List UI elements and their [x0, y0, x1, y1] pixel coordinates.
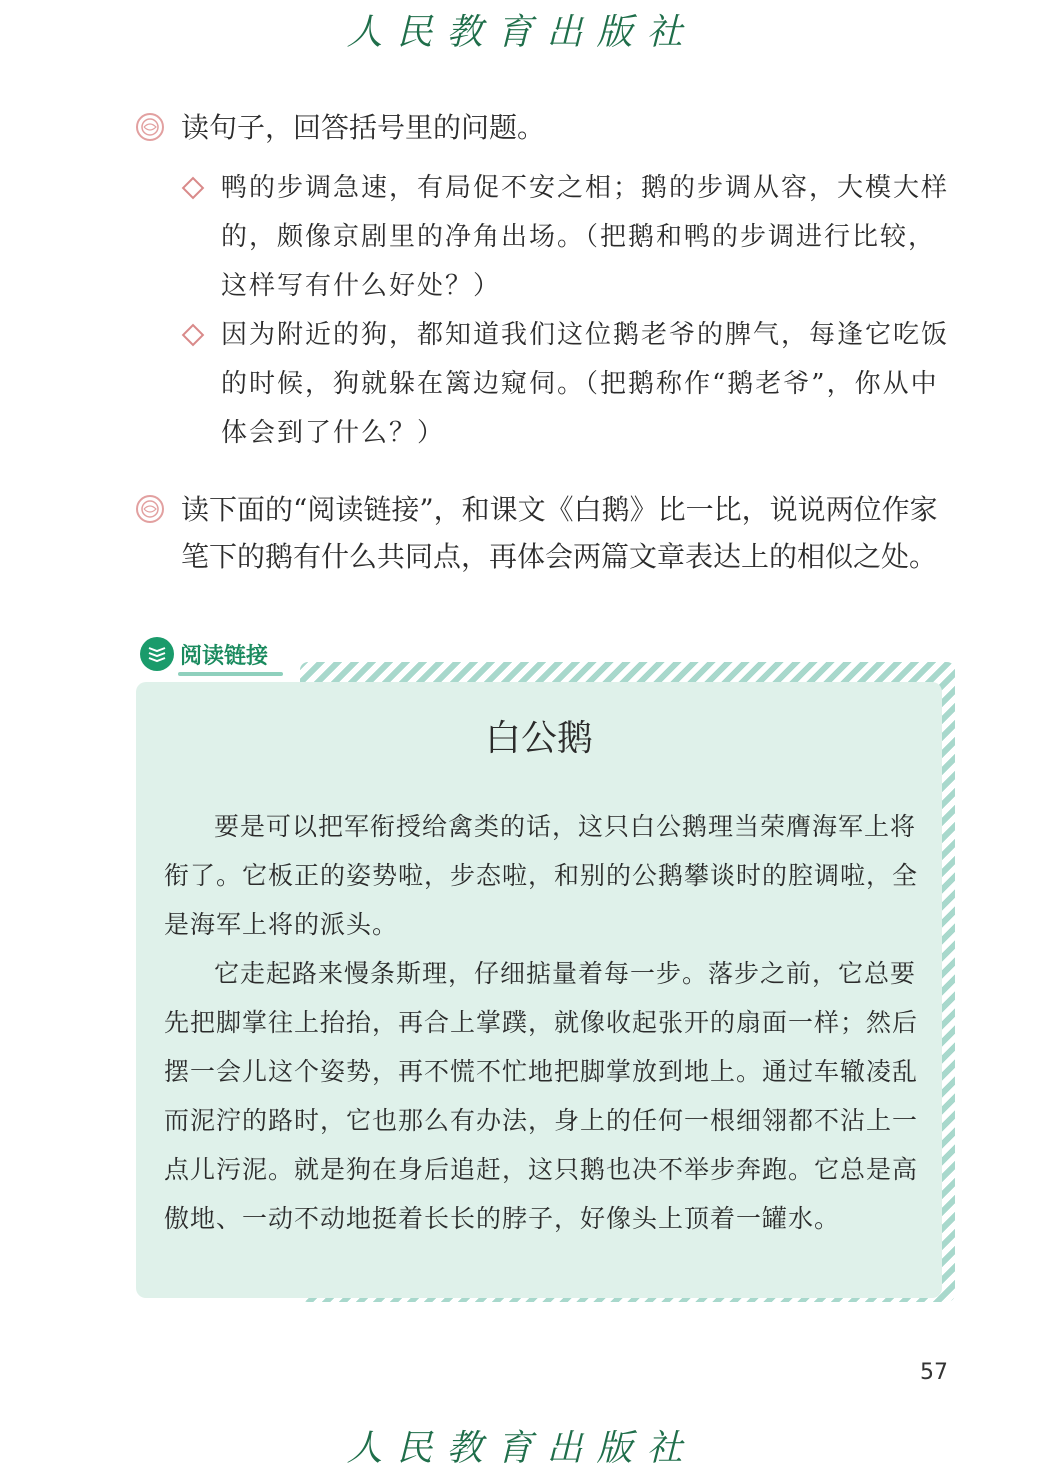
exercise-text: 读句子，回答括号里的问题。 [181, 111, 546, 144]
sentence-text: 因为附近的狗，都知道我们这位鹅老爷的脾气，每逢它吃饭的时候，狗就躲在篱边窥伺。（把鹅称作“鹅老爷”，你从中体会到了什么？） [221, 320, 950, 448]
seal-icon [135, 112, 165, 142]
reading-title: 白公鹅 [484, 718, 593, 759]
tag-underline [178, 672, 283, 676]
reading-link-tag [140, 636, 268, 672]
sentence-text: 鸭的步调急速，有局促不安之相；鹅的步调从容，大模大样的，颇像京剧里的净角出场。（把鹅和鸭的步调进行比较，这样写有什么好处？） [221, 173, 950, 301]
exercise-2 [135, 486, 955, 580]
reading-body [164, 802, 922, 1243]
publisher-logo-bottom: 人民教育出版社 [346, 1428, 697, 1469]
reading-paragraph: 它走起路来慢条斯理，仔细掂量着每一步。落步之前，它总要先把脚掌往上抬抬，再合上掌蹼，就像收起张开的扇面一样；然后摆一会儿这个姿势，再不慌不忙地把脚掌放到地上。通过车辙凌乱而泥泞的路时，它也那么有办法，身上的任何一根细翎都不沾上一点儿污泥。就是狗在身后追赶，这只鹅也决不举步奔跑。它总是高傲地、一动不动地挺着长长的脖子，好像头上顶着一罐水。 [164, 959, 919, 1233]
reading-link-label: 阅读链接 [180, 643, 269, 669]
page-number: 57 [920, 1360, 948, 1385]
sentence-list [185, 164, 955, 458]
reading-box [136, 682, 942, 1298]
diamond-bullet-icon [182, 324, 205, 347]
sentence-item [185, 164, 955, 311]
book-icon [140, 637, 174, 671]
seal-icon [135, 494, 165, 524]
diamond-bullet-icon [182, 177, 205, 200]
publisher-logo-top: 人民教育出版社 [346, 12, 697, 53]
reading-paragraph: 要是可以把军衔授给禽类的话，这只白公鹅理当荣膺海军上将衔了。它板正的姿势啦，步态啦，和别的公鹅攀谈时的腔调啦，全是海军上将的派头。 [164, 812, 919, 939]
exercise-text: 读下面的“阅读链接”，和课文《白鹅》比一比，说说两位作家笔下的鹅有什么共同点，再体会两篇文章表达上的相似之处。 [181, 493, 938, 573]
sentence-item [185, 311, 955, 458]
exercise-1 [135, 104, 955, 151]
